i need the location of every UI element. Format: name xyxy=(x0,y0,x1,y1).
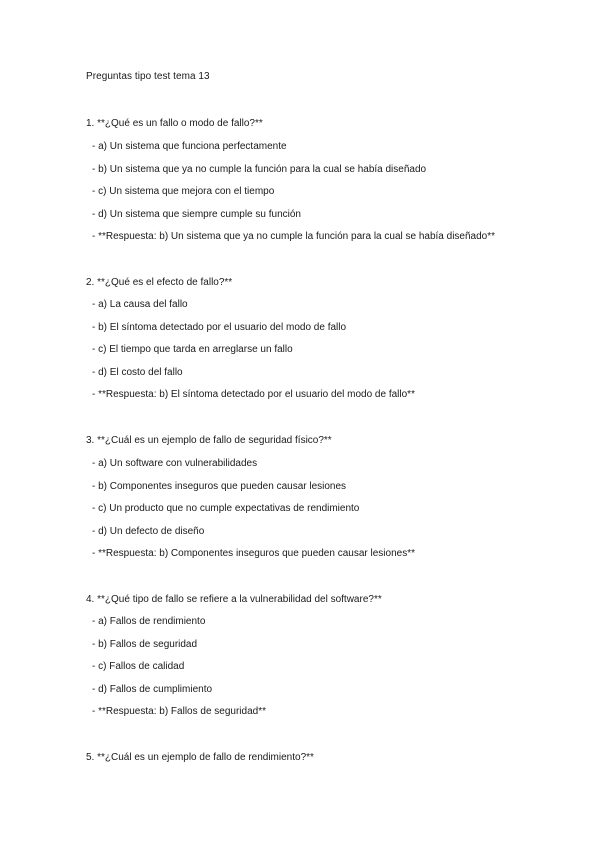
question-3: 3. **¿Cuál es un ejemplo de fallo de seguridad físico?** xyxy=(86,435,332,446)
question-4-option-a: - a) Fallos de rendimiento xyxy=(92,616,206,627)
question-4: 4. **¿Qué tipo de fallo se refiere a la vulnerabilidad del software?** xyxy=(86,594,382,605)
question-4-option-c: - c) Fallos de calidad xyxy=(92,661,185,672)
question-1-answer: - **Respuesta: b) Un sistema que ya no cumple la función para la cual se había diseñado** xyxy=(92,231,496,242)
question-1: 1. **¿Qué es un fallo o modo de fallo?** xyxy=(86,118,263,129)
question-1-option-d: - d) Un sistema que siempre cumple su función xyxy=(92,209,301,220)
question-3-answer: - **Respuesta: b) Componentes inseguros que pueden causar lesiones** xyxy=(92,548,415,559)
question-3-option-b: - b) Componentes inseguros que pueden causar lesiones xyxy=(92,481,347,492)
question-2-option-a: - a) La causa del fallo xyxy=(92,299,188,310)
question-3-option-d: - d) Un defecto de diseño xyxy=(92,526,205,537)
question-3-option-c: - c) Un producto que no cumple expectativas de rendimiento xyxy=(92,503,360,514)
question-1-option-b: - b) Un sistema que ya no cumple la función para la cual se había diseñado xyxy=(92,164,427,175)
question-5: 5. **¿Cuál es un ejemplo de fallo de rendimiento?** xyxy=(86,752,314,763)
document-title: Preguntas tipo test tema 13 xyxy=(86,71,210,82)
question-1-option-a: - a) Un sistema que funciona perfectamente xyxy=(92,141,287,152)
question-4-option-d: - d) Fallos de cumplimiento xyxy=(92,684,213,695)
question-2: 2. **¿Qué es el efecto de fallo?** xyxy=(86,277,233,288)
question-4-option-b: - b) Fallos de seguridad xyxy=(92,639,198,650)
question-3-option-a: - a) Un software con vulnerabilidades xyxy=(92,458,258,469)
question-4-answer: - **Respuesta: b) Fallos de seguridad** xyxy=(92,706,266,717)
question-2-option-b: - b) El síntoma detectado por el usuario del modo de fallo xyxy=(92,322,347,333)
question-2-answer: - **Respuesta: b) El síntoma detectado por el usuario del modo de fallo** xyxy=(92,389,415,400)
question-2-option-c: - c) El tiempo que tarda en arreglarse un fallo xyxy=(92,344,293,355)
question-2-option-d: - d) El costo del fallo xyxy=(92,367,183,378)
question-1-option-c: - c) Un sistema que mejora con el tiempo xyxy=(92,186,275,197)
